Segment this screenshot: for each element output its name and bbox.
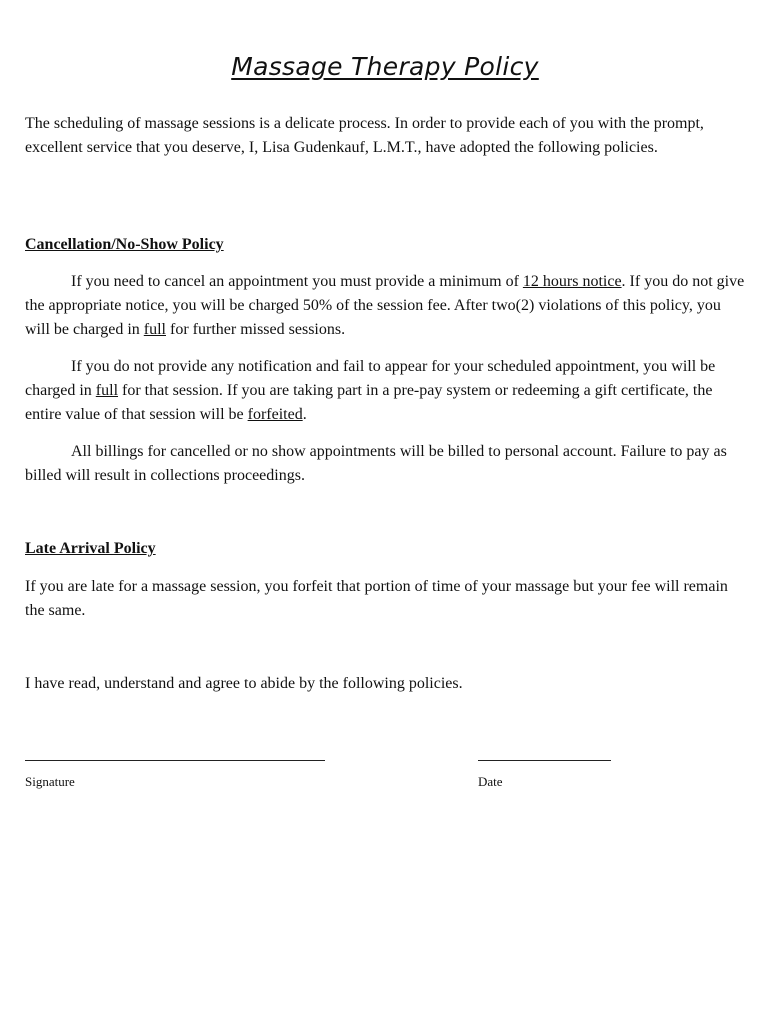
cancellation-paragraph-3: All billings for cancelled or no show appointments will be billed to personal account. Failure to pay as billed will result in collections proceedings. xyxy=(25,443,727,484)
agreement-statement: I have read, understand and agree to abide by the following policies. xyxy=(25,675,463,692)
intro-paragraph: The scheduling of massage sessions is a delicate process. In order to provide each of you with the prompt, excellent service that you deserve, I, Lisa Gudenkauf, L.M.T., have adopted the following policies. xyxy=(25,115,704,156)
full-charge-term: full xyxy=(95,382,119,399)
notice-requirement: 12 hours notice xyxy=(522,273,622,290)
date-line[interactable] xyxy=(478,760,611,761)
cancellation-p2-text-c: . xyxy=(302,406,307,423)
cancellation-p1-text-a: If you need to cancel an appointment you must provide a minimum of xyxy=(71,273,523,290)
forfeited-term: forfeited xyxy=(247,406,303,423)
date-label: Date xyxy=(478,774,503,789)
cancellation-heading: Cancellation/No-Show Policy xyxy=(25,236,224,253)
signature-line[interactable] xyxy=(25,760,325,761)
cancellation-p2-text-a: If you do not provide any notification and fail to appear for your scheduled appointment, you will be charged in xyxy=(25,358,716,399)
late-arrival-paragraph: If you are late for a massage session, you forfeit that portion of time of your massage but your fee will remain the same. xyxy=(25,578,728,619)
full-charge-term: full xyxy=(143,321,166,338)
cancellation-paragraph-2 xyxy=(25,355,749,427)
cancellation-paragraph-1 xyxy=(25,270,749,342)
signature-label: Signature xyxy=(25,774,75,789)
late-arrival-heading: Late Arrival Policy xyxy=(25,540,156,557)
cancellation-p1-text-b: . If you do not give the appropriate notice, you will be charged 50% of the session fee. After two(2) violations of this policy, you will be charged in xyxy=(25,273,745,338)
cancellation-p1-text-c: for further missed sessions. xyxy=(166,321,346,338)
page-title: Massage Therapy Policy xyxy=(231,52,539,81)
cancellation-p2-text-b: for that session. If you are taking part in a pre-pay system or redeeming a gift certificate, the entire value of that session will be xyxy=(25,382,713,423)
